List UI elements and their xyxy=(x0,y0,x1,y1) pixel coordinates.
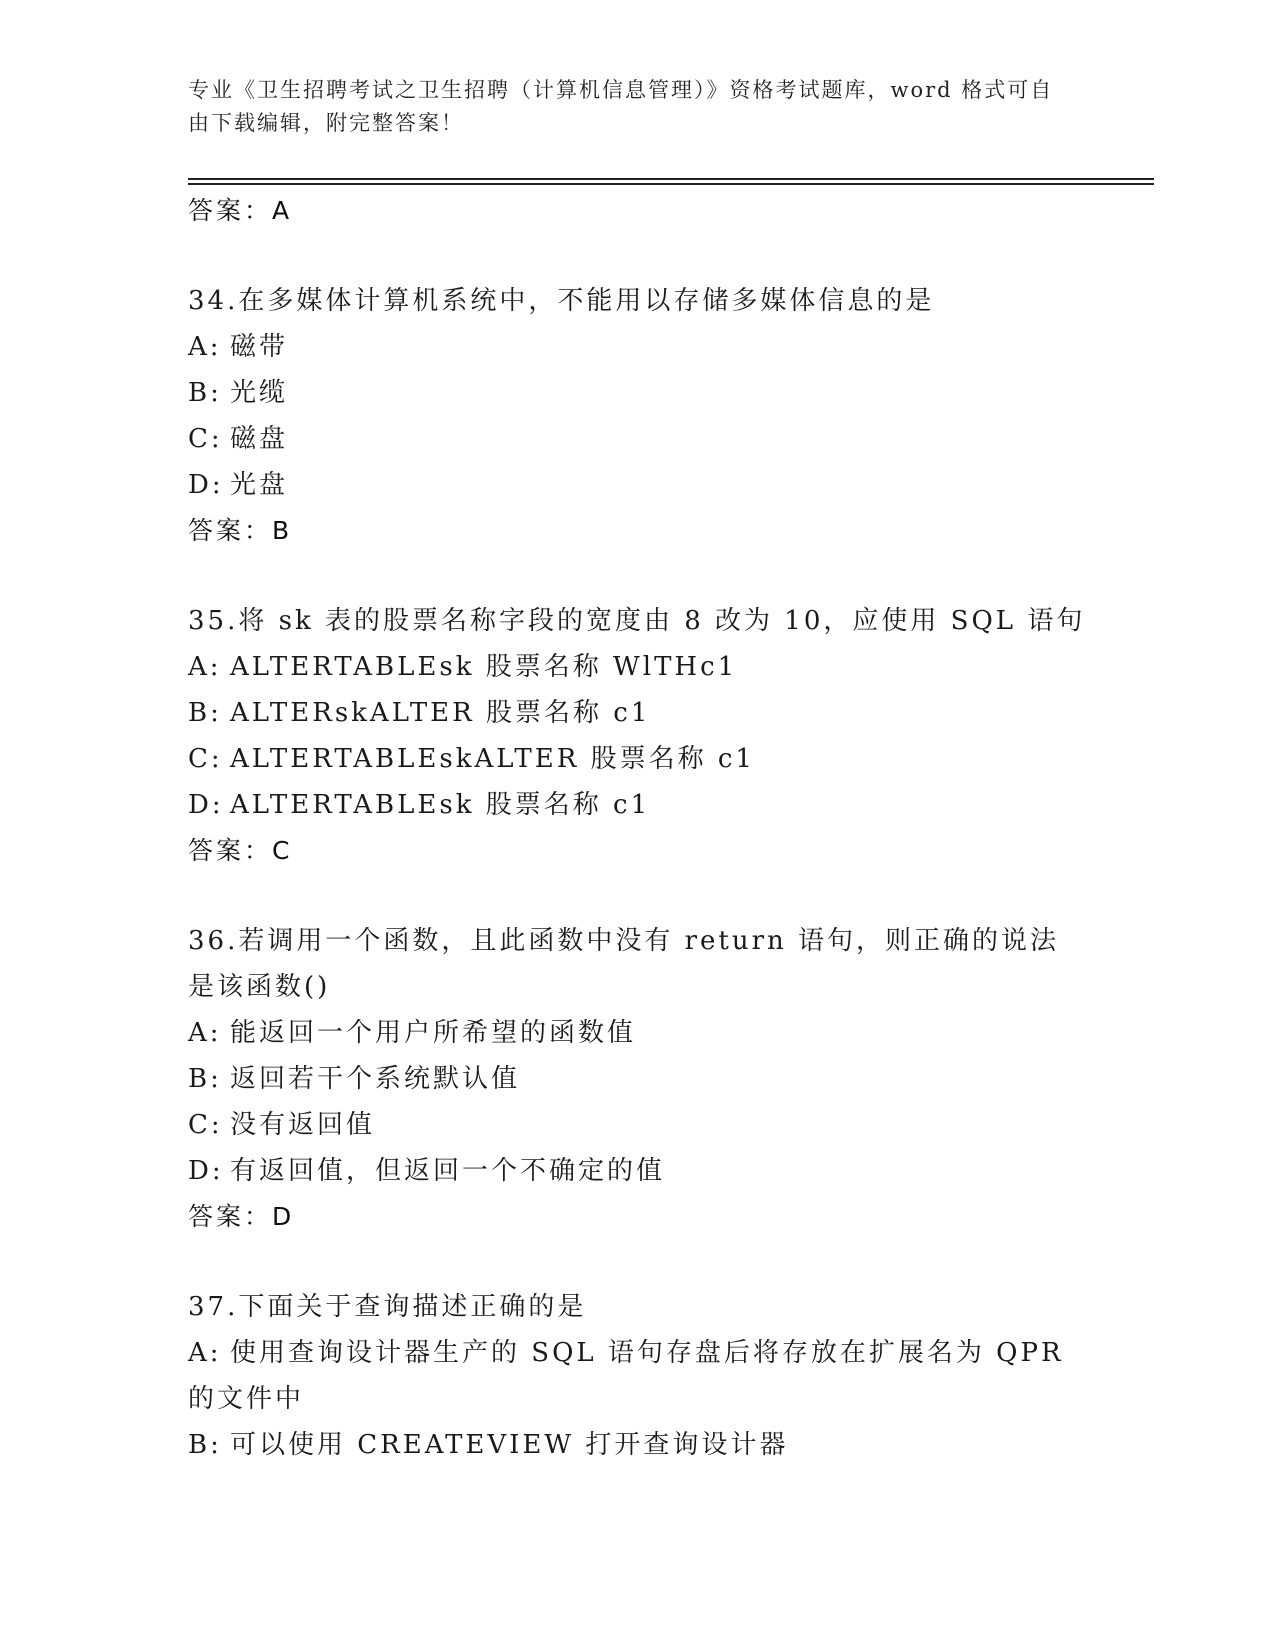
option-letter: A: xyxy=(188,652,222,682)
option-letter: A: xyxy=(188,332,222,362)
option-text: 返回若干个系统默认值 xyxy=(230,1064,521,1094)
option-letter: B: xyxy=(188,378,222,408)
question-content xyxy=(188,188,1088,1468)
option-letter: D: xyxy=(188,470,224,500)
option-letter: B: xyxy=(188,1430,222,1460)
option-d xyxy=(188,462,1088,508)
option-a xyxy=(188,1330,1088,1422)
option-c xyxy=(188,1102,1088,1148)
option-text: 光盘 xyxy=(230,470,289,500)
option-letter: B: xyxy=(188,1064,222,1094)
option-text: ALTERTABLEskALTER 股票名称 c1 xyxy=(230,744,755,774)
option-letter: C: xyxy=(188,1110,223,1140)
option-c xyxy=(188,736,1088,782)
option-text: 磁盘 xyxy=(230,424,289,454)
option-d xyxy=(188,782,1088,828)
option-c xyxy=(188,416,1088,462)
option-text: 光缆 xyxy=(230,378,289,408)
option-a xyxy=(188,644,1088,690)
option-letter: C: xyxy=(188,424,223,454)
option-text: ALTERTABLEsk 股票名称 c1 xyxy=(230,790,651,820)
option-text: 有返回值，但返回一个不确定的值 xyxy=(230,1156,666,1186)
option-text: 没有返回值 xyxy=(230,1110,376,1140)
option-text: 使用查询设计器生产的 SQL 语句存盘后将存放在扩展名为 QPR 的文件中 xyxy=(188,1338,1064,1414)
option-letter: D: xyxy=(188,790,224,820)
option-text: 能返回一个用户所希望的函数值 xyxy=(230,1018,637,1048)
option-a xyxy=(188,1010,1088,1056)
option-text: 磁带 xyxy=(230,332,289,362)
option-b xyxy=(188,690,1088,736)
option-a xyxy=(188,324,1088,370)
header-divider-top xyxy=(188,178,1154,180)
question-block xyxy=(188,918,1088,1240)
question-stem: 36.若调用一个函数，且此函数中没有 return 语句，则正确的说法是该函数() xyxy=(188,926,1060,1002)
answer-line: 答案：D xyxy=(188,1202,295,1231)
question-stem: 35.将 sk 表的股票名称字段的宽度由 8 改为 10，应使用 SQL 语句 xyxy=(188,606,1086,636)
answer-line: 答案：C xyxy=(188,836,293,865)
option-text: ALTERskALTER 股票名称 c1 xyxy=(230,698,651,728)
question-block xyxy=(188,1284,1088,1468)
option-text: 可以使用 CREATEVIEW 打开查询设计器 xyxy=(230,1430,789,1460)
option-d xyxy=(188,1148,1088,1194)
question-block xyxy=(188,598,1088,874)
option-b xyxy=(188,1056,1088,1102)
header-divider-bottom xyxy=(188,183,1154,185)
option-letter: A: xyxy=(188,1018,222,1048)
option-b xyxy=(188,370,1088,416)
question-stem: 37.下面关于查询描述正确的是 xyxy=(188,1292,587,1322)
option-letter: A: xyxy=(188,1338,222,1368)
question-stem: 34.在多媒体计算机系统中，不能用以存储多媒体信息的是 xyxy=(188,286,935,316)
answer-line: 答案：A xyxy=(188,196,293,225)
option-b xyxy=(188,1422,1088,1468)
document-header: 专业《卫生招聘考试之卫生招聘（计算机信息管理）》资格考试题库，word 格式可自由下载编辑，附完整答案！ xyxy=(188,78,1054,135)
option-text: ALTERTABLEsk 股票名称 WlTHc1 xyxy=(230,652,738,682)
option-letter: D: xyxy=(188,1156,224,1186)
option-letter: C: xyxy=(188,744,223,774)
option-letter: B: xyxy=(188,698,222,728)
answer-line: 答案：B xyxy=(188,516,293,545)
question-block xyxy=(188,278,1088,554)
